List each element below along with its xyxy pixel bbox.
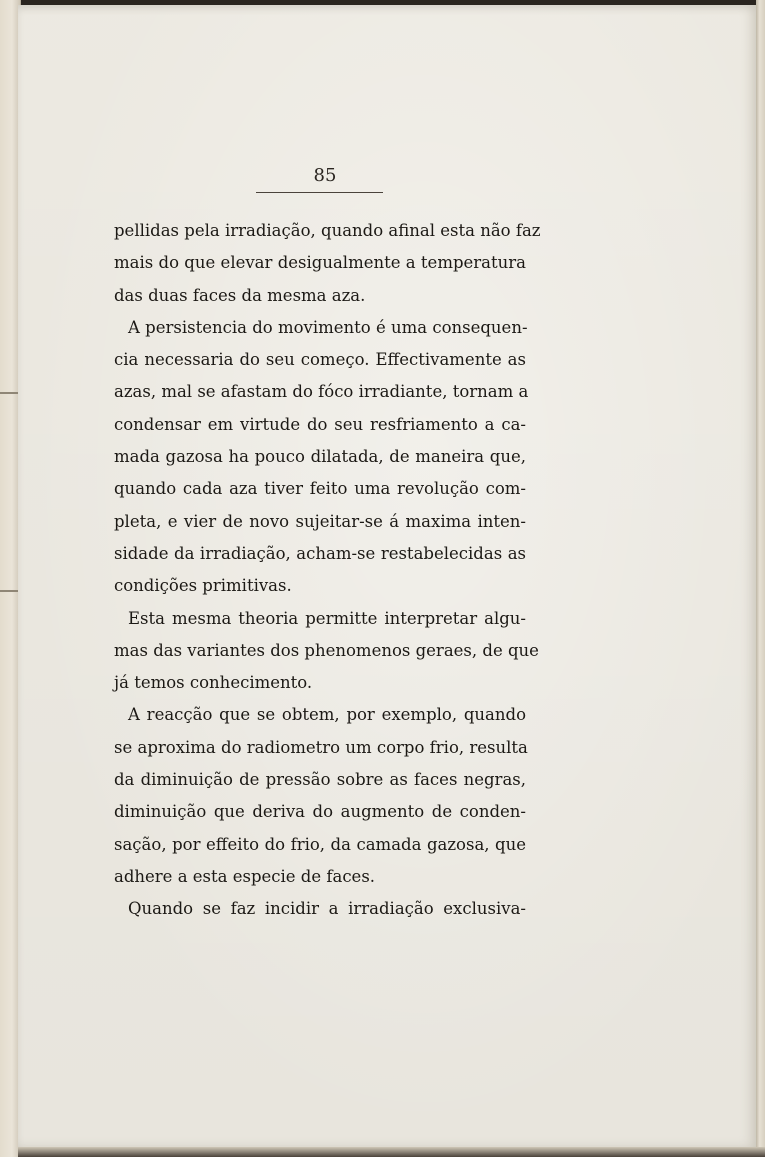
text-line: azas, mal se afastam do fóco irradiante, tornam a — [114, 382, 529, 402]
text-line: das duas faces da mesma aza. — [114, 285, 366, 305]
page-edge-mark — [0, 392, 20, 394]
text-line: sação, por effeito do frio, da camada gazosa, que — [114, 834, 526, 854]
text-line: da diminuição de pressão sobre as faces negras, — [114, 770, 526, 790]
text-line: sidade da irradiação, acham-se restabelecidas as — [114, 543, 526, 563]
text-line: Esta mesma theoria permitte interpretar algu- — [128, 608, 526, 628]
page-edge-mark — [0, 590, 20, 592]
header-rule — [256, 192, 383, 193]
text-line: se aproxima do radiometro um corpo frio, resulta — [114, 737, 528, 757]
text-line: cia necessaria do seu começo. Effectivamente as — [114, 350, 526, 370]
text-line: condições primitivas. — [114, 576, 292, 596]
body-text — [114, 215, 541, 926]
text-line: condensar em virtude do seu resfriamento a ca- — [114, 414, 526, 434]
right-page-edge — [756, 0, 765, 1157]
text-line: quando cada aza tiver feito uma revolução com- — [114, 479, 526, 499]
bottom-page-edge — [18, 1147, 765, 1157]
text-line: Quando se faz incidir a irradiação exclusiva- — [128, 899, 526, 919]
text-line: mada gazosa ha pouco dilatada, de maneira que, — [114, 447, 526, 467]
text-line: mas das variantes dos phenomenos geraes, de que — [114, 640, 539, 660]
text-line: já temos conhecimento. — [114, 673, 313, 693]
text-line: pellidas pela irradiação, quando afinal esta não faz — [114, 221, 541, 240]
text-line: adhere a esta especie de faces. — [114, 866, 376, 886]
text-line: pleta, e vier de novo sujeitar-se á maxima inten- — [114, 511, 526, 531]
text-line: A persistencia do movimento é uma consequen- — [128, 317, 528, 337]
text-line: A reacção que se obtem, por exemplo, quando — [128, 705, 526, 725]
page-number: 85 — [313, 165, 337, 186]
text-line: diminuição que deriva do augmento de conden- — [114, 802, 526, 822]
text-line: mais do que elevar desigualmente a temperatura — [114, 253, 526, 273]
